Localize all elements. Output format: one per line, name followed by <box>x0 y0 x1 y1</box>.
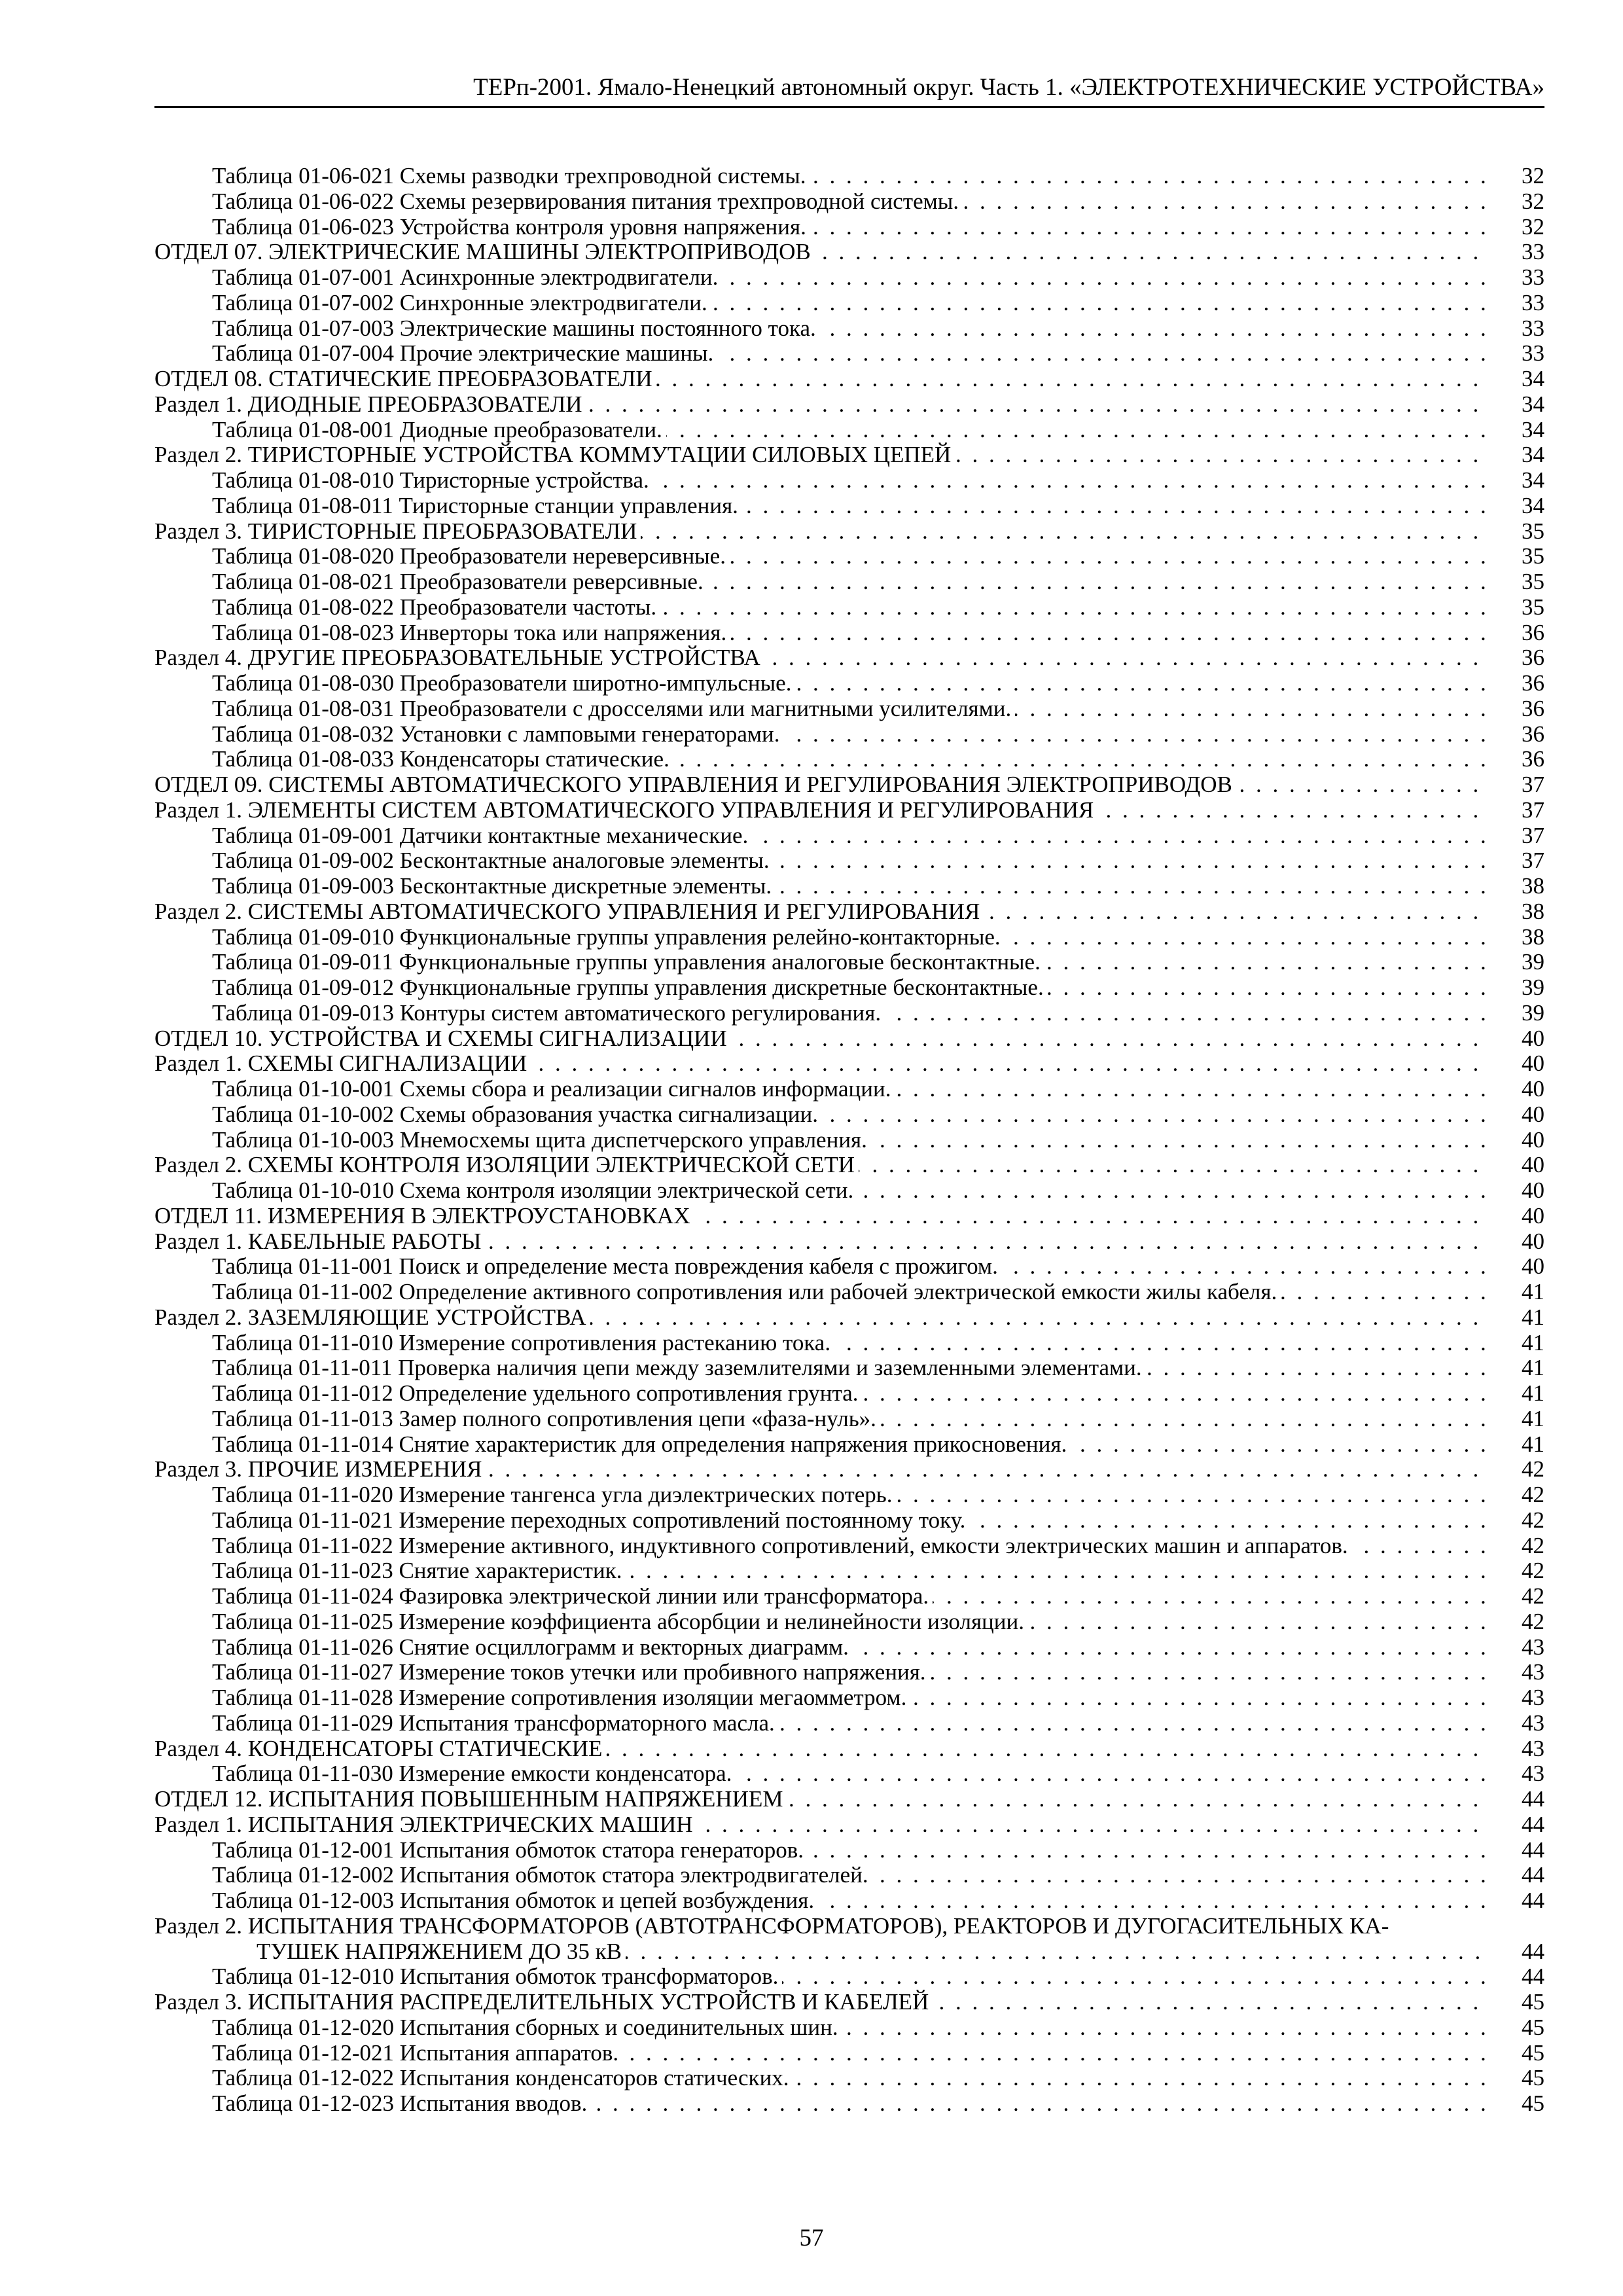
toc-entry[interactable] <box>154 189 1544 215</box>
toc-entry-title: Раздел 2. ТИРИСТОРНЫЕ УСТРОЙСТВА КОММУТАЦИИ СИЛОВЫХ ЦЕПЕЙ <box>154 442 955 467</box>
toc-entry-title: Таблица 01-11-029 Испытания трансформаторного масла. <box>212 1711 779 1736</box>
toc-entry-title: Раздел 1. СХЕМЫ СИГНАЛИЗАЦИИ <box>154 1051 531 1076</box>
toc-entry[interactable] <box>154 265 1544 291</box>
toc-entry-page: 34 <box>1522 442 1544 468</box>
toc-entry-title: Таблица 01-06-021 Схемы разводки трехпроводной системы. <box>212 164 810 188</box>
toc-entry-page: 32 <box>1522 188 1544 214</box>
toc-entry-page: 38 <box>1522 924 1544 950</box>
toc-entry-title: ОТДЕЛ 08. СТАТИЧЕСКИЕ ПРЕОБРАЗОВАТЕЛИ <box>154 367 656 391</box>
toc-entry[interactable] <box>154 442 1544 468</box>
toc-entry[interactable] <box>154 798 1544 823</box>
toc-entry-title: Таблица 01-08-011 Тиристорные станции управления. <box>212 493 742 518</box>
toc-entry[interactable] <box>154 2041 1544 2066</box>
toc-entry[interactable] <box>154 1787 1544 1812</box>
toc-entry-page: 44 <box>1522 1862 1544 1888</box>
toc-entry[interactable] <box>154 1761 1544 1787</box>
toc-entry-title: Раздел 1. ДИОДНЫЕ ПРЕОБРАЗОВАТЕЛИ <box>154 392 586 417</box>
toc-entry-title: Раздел 4. ДРУГИЕ ПРЕОБРАЗОВАТЕЛЬНЫЕ УСТРОЙСТВА <box>154 645 764 670</box>
toc-entry[interactable] <box>154 1558 1544 1584</box>
toc-entry-title: Таблица 01-12-010 Испытания обмоток трансформаторов. <box>212 1964 782 1989</box>
toc-entry[interactable] <box>154 823 1544 849</box>
toc-entry[interactable] <box>154 316 1544 342</box>
toc-entry[interactable] <box>154 468 1544 493</box>
toc-entry-page: 44 <box>1522 1811 1544 1837</box>
toc-entry-title: Раздел 2. ИСПЫТАНИЯ ТРАНСФОРМАТОРОВ (АВТОТРАНСФОРМАТОРОВ), РЕАКТОРОВ И ДУГОГАСИТЕЛЬНЫХ КА- <box>154 1914 1393 1939</box>
toc-entry[interactable] <box>154 722 1544 747</box>
toc-entry-title: Таблица 01-07-004 Прочие электрические машины. <box>212 341 717 366</box>
toc-entry-title: Таблица 01-11-010 Измерение сопротивления растеканию тока. <box>212 1331 834 1355</box>
toc-entry-title: Таблица 01-11-020 Измерение тангенса угла диэлектрических потерь. <box>212 1482 897 1507</box>
toc-entry-title: Таблица 01-07-003 Электрические машины постоянного тока. <box>212 316 820 341</box>
toc-entry-page: 42 <box>1522 1608 1544 1634</box>
toc-entry[interactable] <box>154 1229 1544 1255</box>
toc-entry-title: Таблица 01-11-023 Снятие характеристик. <box>212 1558 626 1583</box>
toc-entry-page: 45 <box>1522 1989 1544 2015</box>
toc-entry-page: 40 <box>1522 1076 1544 1102</box>
toc-entry-title: Раздел 2. СИСТЕМЫ АВТОМАТИЧЕСКОГО УПРАВЛЕНИЯ И РЕГУЛИРОВАНИЯ <box>154 899 984 924</box>
toc-entry-title: Таблица 01-07-001 Асинхронные электродвигатели. <box>212 265 722 290</box>
toc-entry-page: 42 <box>1522 1482 1544 1507</box>
toc-entry[interactable] <box>154 925 1544 950</box>
toc-entry-title: Раздел 1. ЭЛЕМЕНТЫ СИСТЕМ АВТОМАТИЧЕСКОГО УПРАВЛЕНИЯ И РЕГУЛИРОВАНИЯ <box>154 798 1097 823</box>
toc-entry-page: 43 <box>1522 1710 1544 1736</box>
toc-entry[interactable] <box>154 1914 1544 1939</box>
toc-entry-page: 35 <box>1522 594 1544 620</box>
toc-entry-page: 44 <box>1522 1964 1544 1990</box>
toc-entry[interactable] <box>154 240 1544 265</box>
toc-entry-title: Таблица 01-11-025 Измерение коэффициента абсорбции и нелинейности изоляции. <box>212 1609 1028 1634</box>
toc-entry[interactable] <box>154 848 1544 874</box>
toc-entry-title: Таблица 01-11-027 Измерение токов утечки или пробивного напряжения. <box>212 1660 930 1685</box>
toc-entry[interactable] <box>154 620 1544 646</box>
toc-entry-title: Раздел 1. ИСПЫТАНИЯ ЭЛЕКТРИЧЕСКИХ МАШИН <box>154 1812 697 1837</box>
toc-entry-page: 43 <box>1522 1761 1544 1787</box>
toc-entry[interactable] <box>154 1407 1544 1432</box>
toc-entry[interactable] <box>154 1990 1544 2015</box>
toc-entry-page: 37 <box>1522 822 1544 848</box>
toc-entry[interactable] <box>154 1863 1544 1888</box>
toc-entry-page: 33 <box>1522 340 1544 367</box>
toc-entry-page: 40 <box>1522 1177 1544 1203</box>
toc-entry-page: 43 <box>1522 1735 1544 1761</box>
toc-entry-title: Таблица 01-11-024 Фазировка электрической линии или трансформатора. <box>212 1584 933 1609</box>
toc-entry[interactable] <box>154 1026 1544 1052</box>
toc-entry-page: 39 <box>1522 975 1544 1000</box>
toc-entry-page: 41 <box>1522 1380 1544 1406</box>
toc-entry-page: 33 <box>1522 239 1544 265</box>
toc-entry-title: Таблица 01-10-010 Схема контроля изоляции электрической сети. <box>212 1178 857 1203</box>
toc-entry-page: 35 <box>1522 518 1544 544</box>
toc-entry[interactable] <box>154 1508 1544 1534</box>
toc-entry-page: 45 <box>1522 2090 1544 2116</box>
toc-entry-title: Таблица 01-08-030 Преобразователи широтно-импульсные. <box>212 671 795 696</box>
toc-entry-title: ОТДЕЛ 07. ЭЛЕКТРИЧЕСКИЕ МАШИНЫ ЭЛЕКТРОПРИВОДОВ <box>154 240 815 264</box>
toc-entry-title: Таблица 01-09-013 Контуры систем автоматического регулирования. <box>212 1001 885 1026</box>
toc-entry-title: Таблица 01-12-023 Испытания вводов. <box>212 2091 591 2116</box>
toc-entry-page: 34 <box>1522 492 1544 518</box>
toc-entry-page: 32 <box>1522 213 1544 240</box>
toc-entry[interactable] <box>154 1482 1544 1508</box>
toc-entry-title: Таблица 01-08-010 Тиристорные устройства. <box>212 468 653 493</box>
toc-entry-title: Таблица 01-11-028 Измерение сопротивления изоляции мегаомметром. <box>212 1685 910 1710</box>
toc-entry-page: 34 <box>1522 467 1544 493</box>
toc-entry-page: 45 <box>1522 2014 1544 2040</box>
toc-entry-page: 42 <box>1522 1583 1544 1609</box>
toc-entry-page: 39 <box>1522 999 1544 1026</box>
toc-entry[interactable] <box>154 1736 1544 1762</box>
toc-entry-title: Таблица 01-09-002 Бесконтактные аналоговые элементы. <box>212 848 774 873</box>
toc-entry-page: 35 <box>1522 569 1544 594</box>
toc-entry-page: 33 <box>1522 264 1544 290</box>
toc-entry-title: Таблица 01-11-001 Поиск и определение места повреждения кабеля с прожигом. <box>212 1254 1002 1279</box>
toc-entry[interactable] <box>154 1102 1544 1128</box>
toc-entry[interactable] <box>154 1888 1544 1914</box>
toc-entry-page: 41 <box>1522 1329 1544 1355</box>
toc-entry[interactable] <box>154 1153 1544 1178</box>
toc-entry[interactable] <box>154 519 1544 545</box>
toc-entry[interactable] <box>154 645 1544 671</box>
toc-entry-title: ОТДЕЛ 10. УСТРОЙСТВА И СХЕМЫ СИГНАЛИЗАЦИИ <box>154 1026 731 1051</box>
toc-entry[interactable] <box>154 1331 1544 1356</box>
toc-entry-page: 36 <box>1522 695 1544 721</box>
toc-entry[interactable] <box>154 1685 1544 1711</box>
toc-entry[interactable] <box>154 1711 1544 1736</box>
toc-entry-page: 36 <box>1522 721 1544 747</box>
toc-entry[interactable] <box>154 291 1544 316</box>
toc-entry[interactable] <box>154 1128 1544 1153</box>
toc-entry-title: Раздел 2. СХЕМЫ КОНТРОЛЯ ИЗОЛЯЦИИ ЭЛЕКТРИЧЕСКОЙ СЕТИ <box>154 1153 859 1177</box>
toc-entry-page: 43 <box>1522 1634 1544 1660</box>
toc-entry[interactable] <box>154 164 1544 189</box>
toc-entry-title: Раздел 3. ИСПЫТАНИЯ РАСПРЕДЕЛИТЕЛЬНЫХ УСТРОЙСТВ И КАБЕЛЕЙ <box>154 1990 933 2015</box>
toc-entry-page: 40 <box>1522 1228 1544 1254</box>
toc-entry-page: 44 <box>1522 1938 1544 1964</box>
toc-entry-title: Таблица 01-12-021 Испытания аппаратов. <box>212 2041 622 2066</box>
toc-entry[interactable] <box>154 1457 1544 1482</box>
toc-entry[interactable] <box>154 1254 1544 1280</box>
toc-entry-page: 37 <box>1522 772 1544 797</box>
toc-entry-title: Таблица 01-11-012 Определение удельного сопротивления грунта. <box>212 1381 863 1406</box>
toc-entry-title: Раздел 2. ЗАЗЕМЛЯЮЩИЕ УСТРОЙСТВА <box>154 1305 590 1330</box>
toc-entry[interactable] <box>154 1609 1544 1635</box>
toc-entry-page: 39 <box>1522 949 1544 975</box>
toc-entry-title: Таблица 01-08-032 Установки с ламповыми генераторами. <box>212 722 784 747</box>
toc-entry[interactable] <box>154 1204 1544 1229</box>
toc-entry[interactable] <box>154 1939 1544 1965</box>
toc-entry[interactable] <box>154 1812 1544 1838</box>
toc-entry[interactable] <box>154 1432 1544 1458</box>
toc-entry-page: 44 <box>1522 1786 1544 1812</box>
toc-entry-title: Таблица 01-12-002 Испытания обмоток статора электродвигателей. <box>212 1863 872 1888</box>
toc-entry[interactable] <box>154 1355 1544 1381</box>
toc-entry[interactable] <box>154 1381 1544 1407</box>
toc-entry[interactable] <box>154 1635 1544 1660</box>
toc-entry[interactable] <box>154 215 1544 240</box>
toc-entry-page: 38 <box>1522 898 1544 924</box>
toc-entry-title: Таблица 01-09-003 Бесконтактные дискретные элементы. <box>212 874 776 899</box>
toc-entry-title: Таблица 01-08-020 Преобразователи нереверсивные. <box>212 544 730 569</box>
toc-entry-title: Таблица 01-12-001 Испытания обмоток статора генераторов. <box>212 1838 808 1863</box>
toc-entry-page: 40 <box>1522 1253 1544 1280</box>
toc-entry[interactable] <box>154 1305 1544 1331</box>
toc-entry-title: Раздел 3. ТИРИСТОРНЫЕ ПРЕОБРАЗОВАТЕЛИ <box>154 519 641 544</box>
toc-entry-page: 40 <box>1522 1050 1544 1077</box>
toc-entry[interactable] <box>154 595 1544 620</box>
toc-entry-page: 43 <box>1522 1685 1544 1710</box>
toc-entry-title: ОТДЕЛ 11. ИЗМЕРЕНИЯ В ЭЛЕКТРОУСТАНОВКАХ <box>154 1204 694 1229</box>
toc-entry[interactable] <box>154 696 1544 722</box>
toc-entry-page: 43 <box>1522 1659 1544 1685</box>
toc-entry-title: Раздел 1. КАБЕЛЬНЫЕ РАБОТЫ <box>154 1229 485 1254</box>
toc-entry-page: 41 <box>1522 1405 1544 1431</box>
toc-entry[interactable] <box>154 772 1544 798</box>
toc-entry[interactable] <box>154 1838 1544 1863</box>
toc-entry-page: 36 <box>1522 746 1544 772</box>
toc-entry[interactable] <box>154 569 1544 595</box>
toc-entry-title: Таблица 01-08-033 Конденсаторы статические. <box>212 747 673 772</box>
toc-entry-title: Таблица 01-09-011 Функциональные группы управления аналоговые бесконтактные. <box>212 950 1044 975</box>
toc-entry[interactable] <box>154 874 1544 899</box>
toc-entry-title: Таблица 01-11-021 Измерение переходных сопротивлений постоянному току. <box>212 1508 969 1533</box>
toc-entry-title: Таблица 01-10-002 Схемы образования участка сигнализации. <box>212 1102 822 1127</box>
toc-entry-page: 36 <box>1522 670 1544 696</box>
toc-entry-page: 37 <box>1522 848 1544 874</box>
toc-entry-title: Раздел 3. ПРОЧИЕ ИЗМЕРЕНИЯ <box>154 1457 486 1482</box>
toc-entry-page: 41 <box>1522 1304 1544 1330</box>
toc-entry-page: 33 <box>1522 315 1544 341</box>
toc-entry-title: Таблица 01-11-014 Снятие характеристик для определения напряжения прикосновения. <box>212 1432 1071 1457</box>
toc-entry-title: Таблица 01-11-011 Проверка наличия цепи между заземлителями и заземленными элементами. <box>212 1355 1146 1380</box>
header-title: ТЕРп-2001. Ямало-Ненецкий автономный округ. Часть 1. «ЭЛЕКТРОТЕХНИЧЕСКИЕ УСТРОЙСТВА» <box>473 74 1544 101</box>
toc-entry-page: 40 <box>1522 1202 1544 1229</box>
toc-entry[interactable] <box>154 950 1544 975</box>
toc-entry[interactable] <box>154 392 1544 418</box>
toc-entry-title: ОТДЕЛ 09. СИСТЕМЫ АВТОМАТИЧЕСКОГО УПРАВЛЕНИЯ И РЕГУЛИРОВАНИЯ ЭЛЕКТРОПРИВОДОВ <box>154 772 1236 797</box>
toc-entry-page: 32 <box>1522 163 1544 188</box>
toc-entry-page: 42 <box>1522 1558 1544 1584</box>
toc-entry-title: Таблица 01-12-020 Испытания сборных и соединительных шин. <box>212 2015 842 2040</box>
toc-entry[interactable] <box>154 367 1544 392</box>
toc-entry-title: Таблица 01-09-001 Датчики контактные механические. <box>212 823 752 848</box>
toc-entry-title: Таблица 01-11-026 Снятие осциллограмм и векторных диаграмм. <box>212 1635 853 1660</box>
toc-entry-title: ОТДЕЛ 12. ИСПЫТАНИЯ ПОВЫШЕННЫМ НАПРЯЖЕНИЕМ <box>154 1787 787 1812</box>
toc-entry[interactable] <box>154 2091 1544 2117</box>
toc-entry[interactable] <box>154 671 1544 696</box>
toc-entry-page: 44 <box>1522 1888 1544 1913</box>
toc-entry-page: 41 <box>1522 1279 1544 1304</box>
toc-entry-title: Таблица 01-07-002 Синхронные электродвигатели. <box>212 291 711 315</box>
toc-entry-title: Таблица 01-08-022 Преобразователи частоты. <box>212 595 660 620</box>
toc-entry-page: 44 <box>1522 1837 1544 1863</box>
toc-entry[interactable] <box>154 1660 1544 1685</box>
toc-entry-page: 36 <box>1522 645 1544 671</box>
toc-entry-title: Таблица 01-12-003 Испытания обмоток и цепей возбуждения. <box>212 1888 818 1913</box>
page-number: 57 <box>799 2225 824 2251</box>
toc-entry-title: Таблица 01-08-023 Инверторы тока или напряжения. <box>212 620 730 645</box>
running-header <box>154 68 1544 108</box>
toc-entry-page: 40 <box>1522 1025 1544 1051</box>
table-of-contents <box>154 164 1544 2117</box>
toc-entry[interactable] <box>154 747 1544 772</box>
toc-entry-page: 42 <box>1522 1532 1544 1558</box>
toc-entry-title: Таблица 01-10-003 Мнемосхемы щита диспетчерского управления. <box>212 1128 871 1153</box>
toc-entry-title: Таблица 01-08-031 Преобразователи с дросселями или магнитными усилителями. <box>212 696 1015 721</box>
toc-entry[interactable] <box>154 1584 1544 1609</box>
toc-entry-title: Таблица 01-09-010 Функциональные группы управления релейно-контакторные. <box>212 925 1005 950</box>
toc-entry-page: 40 <box>1522 1126 1544 1153</box>
toc-entry[interactable] <box>154 1051 1544 1077</box>
toc-entry-page: 34 <box>1522 366 1544 391</box>
toc-entry-page: 45 <box>1522 2039 1544 2066</box>
toc-entry-page: 37 <box>1522 797 1544 823</box>
toc-entry-page: 42 <box>1522 1456 1544 1482</box>
toc-entry-title: Таблица 01-08-001 Диодные преобразователи. <box>212 418 666 442</box>
toc-entry[interactable] <box>154 493 1544 519</box>
toc-entry-page: 33 <box>1522 289 1544 315</box>
toc-entry-title: Таблица 01-08-021 Преобразователи реверсивные. <box>212 569 707 594</box>
toc-entry[interactable] <box>154 2015 1544 2041</box>
toc-entry-title: Таблица 01-10-001 Схемы сбора и реализации сигналов информации. <box>212 1077 895 1102</box>
toc-entry[interactable] <box>154 1001 1544 1026</box>
toc-entry[interactable] <box>154 1178 1544 1204</box>
toc-entry-title: Таблица 01-12-022 Испытания конденсаторов статических. <box>212 2066 793 2090</box>
toc-entry-title: Раздел 4. КОНДЕНСАТОРЫ СТАТИЧЕСКИЕ <box>154 1736 606 1761</box>
toc-entry-page: 40 <box>1522 1152 1544 1178</box>
toc-entry[interactable] <box>154 899 1544 925</box>
toc-entry-title: Таблица 01-11-013 Замер полного сопротивления цепи «фаза-нуль». <box>212 1407 880 1431</box>
toc-entry-title: Таблица 01-11-022 Измерение активного, индуктивного сопротивлений, емкости электрических машин и аппаратов. <box>212 1534 1352 1558</box>
toc-entry-page: 34 <box>1522 391 1544 417</box>
toc-entry-title: Таблица 01-06-022 Схемы резервирования питания трехпроводной системы. <box>212 189 963 214</box>
toc-entry-page: 41 <box>1522 1355 1544 1381</box>
toc-entry[interactable] <box>154 975 1544 1001</box>
toc-entry-page: 36 <box>1522 619 1544 645</box>
toc-entry[interactable] <box>154 1534 1544 1559</box>
toc-entry[interactable] <box>154 1280 1544 1305</box>
toc-entry[interactable] <box>154 1077 1544 1102</box>
toc-entry[interactable] <box>154 341 1544 367</box>
toc-entry-page: 41 <box>1522 1431 1544 1457</box>
toc-entry-title: Таблица 01-09-012 Функциональные группы управления дискретные бесконтактные. <box>212 975 1048 1000</box>
toc-entry-title: Таблица 01-11-030 Измерение емкости конденсатора. <box>212 1761 736 1786</box>
toc-entry[interactable] <box>154 1964 1544 1990</box>
toc-entry-title: Таблица 01-06-023 Устройства контроля уровня напряжения. <box>212 215 810 240</box>
toc-entry-page: 35 <box>1522 543 1544 569</box>
toc-entry[interactable] <box>154 2066 1544 2091</box>
toc-entry-page: 40 <box>1522 1101 1544 1127</box>
toc-entry-page: 38 <box>1522 873 1544 899</box>
toc-entry-page: 42 <box>1522 1507 1544 1533</box>
toc-entry[interactable] <box>154 418 1544 443</box>
toc-entry-title: Таблица 01-11-002 Определение активного сопротивления или рабочей электрической емкости жилы кабеля. <box>212 1280 1281 1304</box>
toc-entry[interactable] <box>154 544 1544 569</box>
toc-entry-page: 45 <box>1522 2065 1544 2091</box>
toc-entry-title: ТУШЕК НАПРЯЖЕНИЕМ ДО 35 кВ <box>257 1939 626 1964</box>
toc-entry-page: 34 <box>1522 416 1544 442</box>
